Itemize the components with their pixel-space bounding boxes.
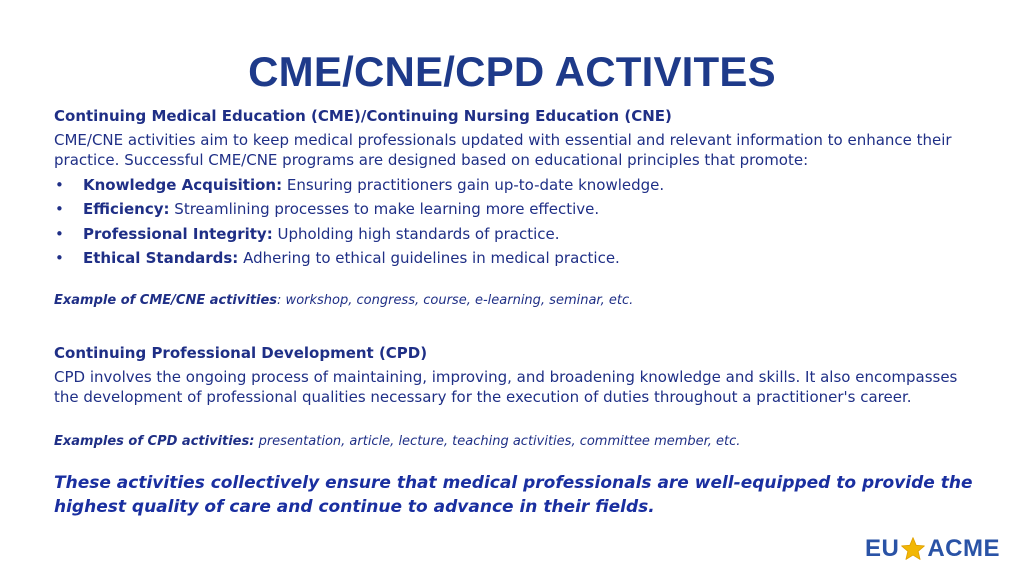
cpd-example bbox=[54, 432, 974, 453]
cme-heading: Continuing Medical Education (CME)/Continuing Nursing Education (CNE) bbox=[54, 107, 672, 125]
bullet-text: Adhering to ethical guidelines in medical practice. bbox=[238, 249, 620, 267]
bullet-term: Efficiency: bbox=[83, 200, 170, 218]
cme-example-label: Example of CME/CNE activities bbox=[54, 292, 278, 308]
logo-text-left: EU bbox=[864, 535, 900, 562]
logo-text-right: ACME bbox=[927, 535, 1000, 562]
bullet-icon: • bbox=[55, 200, 64, 218]
cpd-heading: Continuing Professional Development (CPD) bbox=[54, 344, 428, 362]
list-item bbox=[54, 199, 974, 220]
cpd-intro: CPD involves the ongoing process of maintaining, improving, and broadening knowledge and skills. It also encompasses the development of professional qualities necessary for the execution of duties throughout a practitioner's career. bbox=[54, 367, 958, 406]
cpd-example-text: presentation, article, lecture, teaching activities, committee member, etc. bbox=[254, 433, 741, 449]
slide-content bbox=[54, 106, 974, 519]
bullet-text: Streamlining processes to make learning more effective. bbox=[169, 200, 600, 218]
list-item bbox=[54, 224, 974, 245]
closing-statement: These activities collectively ensure that medical professionals are well-equipped to provide the highest quality of care and continue to advance in their fields. bbox=[54, 473, 973, 517]
star-icon bbox=[900, 536, 926, 562]
cme-example-text: : workshop, congress, course, e-learning, seminar, etc. bbox=[277, 292, 634, 308]
list-item bbox=[54, 175, 974, 196]
bullet-term: Knowledge Acquisition: bbox=[83, 175, 283, 194]
bullet-term: Professional Integrity: bbox=[83, 224, 273, 243]
bullet-term: Ethical Standards: bbox=[83, 249, 239, 267]
bullet-text: Ensuring practitioners gain up-to-date knowledge. bbox=[282, 175, 665, 194]
bullet-icon: • bbox=[55, 175, 64, 194]
cme-intro: CME/CNE activities aim to keep medical professionals updated with essential and relevant information to enhance their practice. Successful CME/CNE programs are designed based on educational principles that promote: bbox=[54, 130, 952, 169]
cme-example bbox=[54, 291, 974, 312]
page-title: CME/CNE/CPD ACTIVITES bbox=[248, 48, 776, 95]
cme-bullet-list bbox=[54, 175, 974, 269]
bullet-icon: • bbox=[55, 249, 64, 267]
bullet-icon: • bbox=[55, 224, 64, 243]
eu-acme-logo bbox=[865, 534, 1000, 564]
cpd-example-label: Examples of CPD activities: bbox=[54, 433, 255, 449]
bullet-text: Upholding high standards of practice. bbox=[272, 224, 560, 243]
list-item bbox=[54, 248, 974, 269]
